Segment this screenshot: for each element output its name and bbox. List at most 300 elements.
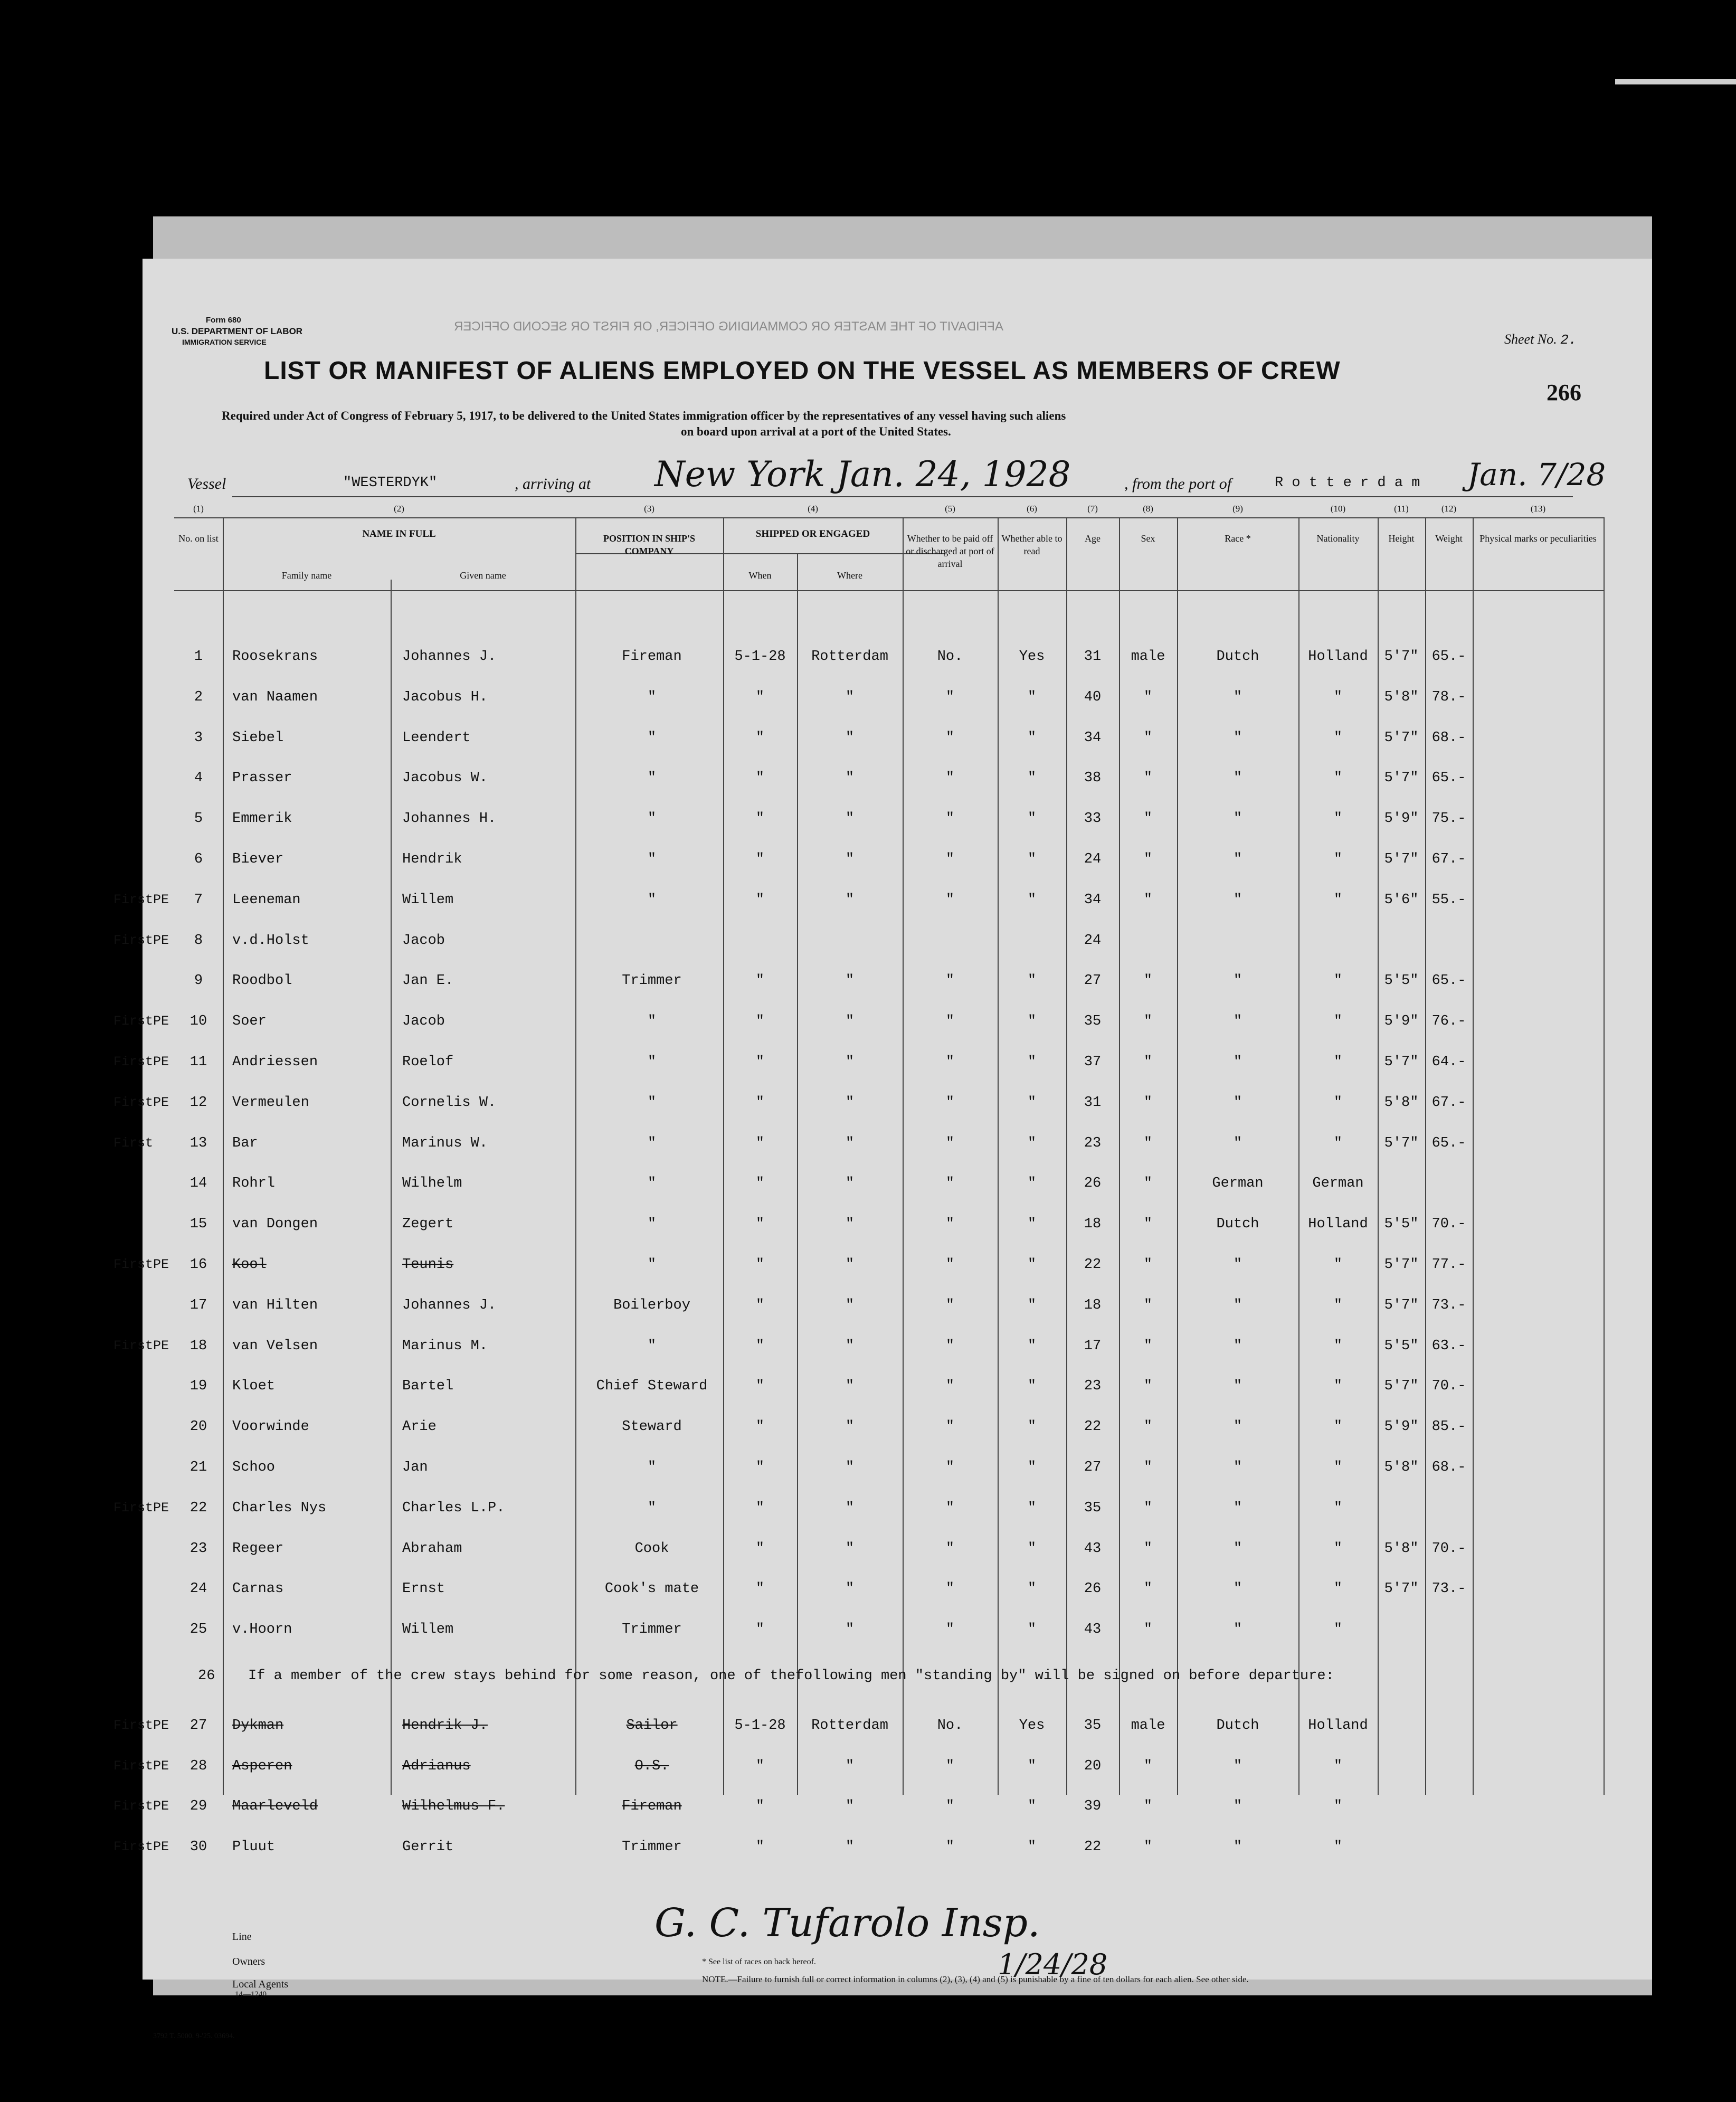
cell-no: 20	[189, 1419, 207, 1435]
cell-race: "	[1233, 1798, 1242, 1814]
cell-position: Trimmer	[622, 973, 682, 989]
line-label: Line	[232, 1931, 252, 1943]
crew-row	[113, 1005, 1605, 1045]
cell-race: "	[1233, 1014, 1242, 1030]
cell-paid: "	[945, 1798, 955, 1814]
cell-nationality: "	[1333, 1758, 1343, 1774]
cell-position: "	[647, 1094, 657, 1111]
cell-read: Yes	[1019, 1718, 1045, 1734]
cell-paid: "	[945, 1540, 955, 1557]
cell-where: Rotterdam	[811, 649, 888, 665]
cell-read: "	[1027, 851, 1037, 867]
cell-height: 5'7"	[1384, 1257, 1419, 1273]
cell-paid: "	[945, 892, 955, 908]
cell-no: 11	[189, 1054, 207, 1070]
cell-given: Leendert	[402, 730, 471, 746]
cell-read: "	[1027, 1622, 1037, 1638]
cell-family: van Dongen	[232, 1216, 318, 1233]
cell-paid: "	[945, 1257, 955, 1273]
cell-position: "	[647, 1257, 657, 1273]
crew-row	[174, 1208, 1605, 1248]
inspector-signature: G. C. Tufarolo Insp.	[654, 1900, 1040, 1946]
cell-paid: "	[945, 1054, 955, 1070]
cell-paid: "	[945, 1419, 955, 1435]
bleed-through-text: AFFIDAVIT OF THE MASTER OR COMMANDING OFFICER, OR FIRST OR SECOND OFFICER	[454, 319, 1003, 334]
cell-sex: male	[1131, 649, 1165, 665]
cell-sex: "	[1143, 892, 1153, 908]
crew-row	[113, 884, 1605, 924]
margin-note: FirstPE	[113, 1257, 169, 1272]
cell-age: 26	[1084, 1581, 1102, 1597]
column-number: (5)	[945, 504, 955, 514]
cell-age: 43	[1084, 1622, 1102, 1638]
cell-race: "	[1233, 1839, 1242, 1855]
cell-weight: 75.-	[1431, 811, 1466, 827]
cell-when: "	[755, 892, 765, 908]
cell-given: Marinus W.	[402, 1135, 488, 1151]
cell-sex: "	[1143, 1297, 1153, 1313]
cell-no: 7	[194, 892, 203, 908]
department-label: U.S. DEPARTMENT OF LABOR	[172, 326, 303, 336]
cell-where: "	[845, 1014, 855, 1030]
cell-nationality: "	[1333, 973, 1343, 989]
cell-read: "	[1027, 1540, 1037, 1557]
cell-paid: "	[945, 1014, 955, 1030]
cell-read: "	[1027, 1338, 1037, 1354]
crew-row	[174, 1289, 1605, 1329]
cell-paid: "	[945, 1176, 955, 1192]
margin-note: FirstPE	[113, 1014, 169, 1029]
cell-paid: "	[945, 1839, 955, 1855]
crew-row	[174, 843, 1605, 883]
cell-nationality: "	[1333, 1622, 1343, 1638]
cell-where: Rotterdam	[811, 1718, 888, 1734]
cell-weight: 65.-	[1431, 770, 1466, 787]
column-number: (2)	[394, 504, 404, 514]
column-subheader: Given name	[460, 570, 506, 581]
cell-given: Jacob	[402, 1014, 445, 1030]
cell-paid: No.	[937, 1718, 963, 1734]
cell-nationality: "	[1333, 811, 1343, 827]
column-header: Age	[1085, 533, 1101, 544]
cell-position: Steward	[622, 1419, 682, 1435]
cell-race: "	[1233, 1257, 1242, 1273]
cell-weight: 76.-	[1431, 1014, 1466, 1030]
cell-when: "	[755, 1338, 765, 1354]
cell-family: Biever	[232, 851, 284, 867]
column-subheader: Family name	[281, 570, 332, 581]
cell-where: "	[845, 1297, 855, 1313]
cell-family: v.d.Holst	[232, 932, 309, 949]
cell-read: "	[1027, 1014, 1037, 1030]
cell-weight: 67.-	[1431, 1094, 1466, 1111]
cell-age: 31	[1084, 649, 1102, 665]
cell-age: 43	[1084, 1540, 1102, 1557]
column-header: No. on list	[178, 533, 219, 544]
cell-sex: "	[1143, 1338, 1153, 1354]
crew-row	[174, 1167, 1605, 1207]
cell-read: "	[1027, 811, 1037, 827]
cell-where: "	[845, 1839, 855, 1855]
agents-code: 14—1240	[235, 1990, 267, 1999]
cell-given: Hendrik	[402, 851, 462, 867]
cell-sex: "	[1143, 851, 1153, 867]
cell-where: "	[845, 1257, 855, 1273]
cell-nationality: "	[1333, 892, 1343, 908]
cell-family: Regeer	[232, 1540, 284, 1557]
cell-weight: 68.-	[1431, 730, 1466, 746]
cell-read: "	[1027, 892, 1037, 908]
cell-where: "	[845, 1378, 855, 1395]
cell-family: Kool	[232, 1257, 267, 1273]
cell-race: German	[1212, 1176, 1264, 1192]
cell-given: Cornelis W.	[402, 1094, 497, 1111]
cell-nationality: "	[1333, 1460, 1343, 1475]
column-number: (10)	[1330, 504, 1346, 514]
cell-height: 5'8"	[1384, 1460, 1419, 1475]
cell-no: 16	[189, 1257, 207, 1273]
cell-given: Willem	[402, 892, 454, 908]
cell-when: "	[755, 811, 765, 827]
cell-given: Teunis	[402, 1257, 454, 1273]
cell-where: "	[845, 1054, 855, 1070]
cell-age: 38	[1084, 770, 1102, 787]
cell-race: "	[1233, 811, 1242, 827]
cell-race: "	[1233, 730, 1242, 746]
cell-height: 5'7"	[1384, 1135, 1419, 1151]
cell-nationality: "	[1333, 1378, 1343, 1395]
column-number: (7)	[1087, 504, 1098, 514]
service-label: IMMIGRATION SERVICE	[182, 338, 267, 346]
cell-height: 5'7"	[1384, 1378, 1419, 1395]
cell-nationality: "	[1333, 1419, 1343, 1435]
crew-row	[174, 1451, 1605, 1491]
cell-paid: "	[945, 1338, 955, 1354]
cell-where: "	[845, 1622, 855, 1638]
cell-family: v.Hoorn	[232, 1622, 292, 1638]
cell-race: Dutch	[1216, 649, 1259, 665]
cell-weight: 73.-	[1431, 1297, 1466, 1313]
cell-position: Fireman	[622, 649, 682, 665]
cell-given: Johannes J.	[402, 1297, 497, 1313]
cell-read: "	[1027, 1460, 1037, 1475]
cell-weight: 68.-	[1431, 1460, 1466, 1475]
cell-age: 34	[1084, 892, 1102, 908]
cell-weight: 77.-	[1431, 1257, 1466, 1273]
cell-where: "	[845, 1094, 855, 1111]
cell-height: 5'5"	[1384, 1338, 1419, 1354]
cell-paid: "	[945, 689, 955, 705]
cell-family: van Velsen	[232, 1338, 318, 1354]
cell-given: Ernst	[402, 1581, 445, 1597]
cell-read: "	[1027, 1216, 1037, 1233]
cell-read: "	[1027, 689, 1037, 705]
cell-weight: 65.-	[1431, 1135, 1466, 1151]
cell-height: 5'5"	[1384, 1216, 1419, 1233]
cell-race: "	[1233, 1500, 1242, 1516]
cell-given: Jan	[402, 1460, 428, 1475]
cell-race: "	[1233, 770, 1242, 787]
column-header: Weight	[1435, 533, 1463, 544]
cell-weight: 73.-	[1431, 1581, 1466, 1597]
cell-sex: "	[1143, 1378, 1153, 1395]
cell-sex: "	[1143, 973, 1153, 989]
cell-sex: "	[1143, 1419, 1153, 1435]
cell-when: "	[755, 1014, 765, 1030]
cell-height: 5'7"	[1384, 649, 1419, 665]
cell-nationality: "	[1333, 1500, 1343, 1516]
cell-family: van Naamen	[232, 689, 318, 705]
column-number: (12)	[1441, 504, 1457, 514]
cell-sex: "	[1143, 1758, 1153, 1774]
cell-no: 14	[189, 1176, 207, 1192]
cell-given: Charles L.P.	[402, 1500, 505, 1516]
cell-position: "	[647, 1500, 657, 1516]
cell-nationality: "	[1333, 1094, 1343, 1111]
cell-age: 18	[1084, 1216, 1102, 1233]
column-header: Sex	[1141, 533, 1155, 544]
cell-where: "	[845, 1540, 855, 1557]
cell-given: Wilhelm	[402, 1176, 462, 1192]
cell-sex: "	[1143, 1014, 1153, 1030]
cell-paid: "	[945, 1094, 955, 1111]
cell-where: "	[845, 973, 855, 989]
cell-nationality: "	[1333, 1839, 1343, 1855]
vessel-label: Vessel	[187, 475, 226, 493]
cell-nationality: "	[1333, 1338, 1343, 1354]
cell-no: 18	[189, 1338, 207, 1354]
crew-row	[113, 1086, 1605, 1126]
column-number: (1)	[193, 504, 204, 514]
column-subheader: When	[748, 570, 772, 581]
cell-position: "	[647, 689, 657, 705]
cell-no: 3	[194, 730, 203, 746]
cell-position: "	[647, 1338, 657, 1354]
cell-sex: "	[1143, 689, 1153, 705]
cell-nationality: Holland	[1308, 1718, 1368, 1734]
cell-family: Charles Nys	[232, 1500, 327, 1516]
cell-age: 24	[1084, 932, 1102, 949]
cell-where: "	[845, 1338, 855, 1354]
cell-paid: "	[945, 811, 955, 827]
cell-age: 23	[1084, 1135, 1102, 1151]
cell-nationality: "	[1333, 1798, 1343, 1814]
cell-height: 5'9"	[1384, 1014, 1419, 1030]
cell-when: "	[755, 973, 765, 989]
cell-race: "	[1233, 1758, 1242, 1774]
cell-when: "	[755, 851, 765, 867]
subtitle-line1: Required under Act of Congress of February 5, 1917, to be delivered to the United States immigration officer by the representatives of any vessel having such aliens	[222, 409, 1066, 422]
cell-weight: 85.-	[1431, 1419, 1466, 1435]
cell-paid: "	[945, 1622, 955, 1638]
cell-nationality: "	[1333, 770, 1343, 787]
cell-read: "	[1027, 973, 1037, 989]
cell-when: "	[755, 689, 765, 705]
cell-position: Fireman	[622, 1798, 682, 1814]
cell-paid: "	[945, 730, 955, 746]
cell-where: "	[845, 1581, 855, 1597]
cell-nationality: Holland	[1308, 649, 1368, 665]
column-header: Height	[1388, 533, 1415, 544]
cell-age: 40	[1084, 689, 1102, 705]
cell-nationality: "	[1333, 689, 1343, 705]
cell-when: "	[755, 1094, 765, 1111]
cell-family: Roosekrans	[232, 649, 318, 665]
cell-nationality: German	[1312, 1176, 1364, 1192]
cell-height: 5'9"	[1384, 811, 1419, 827]
cell-family: Leeneman	[232, 892, 301, 908]
cell-read: "	[1027, 1758, 1037, 1774]
cell-when: "	[755, 1798, 765, 1814]
cell-no: 2	[194, 689, 203, 705]
cell-age: 27	[1084, 1460, 1102, 1475]
crew-row	[174, 640, 1605, 680]
cell-race: "	[1233, 1054, 1242, 1070]
cell-family: Pluut	[232, 1839, 276, 1855]
punch-hole	[110, 808, 134, 832]
cell-given: Jacobus W.	[402, 770, 488, 787]
crew-row	[174, 722, 1605, 762]
cell-race: "	[1233, 1622, 1242, 1638]
cell-no: 19	[189, 1378, 207, 1395]
cell-weight: 63.-	[1431, 1338, 1466, 1354]
cell-paid: "	[945, 1758, 955, 1774]
cell-family: Roodbol	[232, 973, 292, 989]
cell-family: van Hilten	[232, 1297, 318, 1313]
cell-no: 17	[189, 1297, 207, 1313]
cell-position: "	[647, 851, 657, 867]
cell-sex: "	[1143, 1839, 1153, 1855]
cell-position: "	[647, 1014, 657, 1030]
departure-date: Jan. 7/28	[1467, 457, 1606, 493]
cell-no: 30	[189, 1839, 207, 1855]
races-note: * See list of races on back hereof.	[702, 1957, 816, 1966]
cell-when: "	[755, 1622, 765, 1638]
cell-height: 5'9"	[1384, 1419, 1419, 1435]
cell-age: 17	[1084, 1338, 1102, 1354]
crew-row	[113, 1330, 1605, 1370]
cell-where: "	[845, 770, 855, 787]
cell-race: "	[1233, 1540, 1242, 1557]
cell-height: 5'7"	[1384, 730, 1419, 746]
cell-nationality: "	[1333, 1054, 1343, 1070]
cell-position: Chief Steward	[596, 1378, 708, 1395]
cell-when: "	[755, 1135, 765, 1151]
cell-position: "	[647, 1216, 657, 1233]
cell-paid: "	[945, 1297, 955, 1313]
cell-paid: "	[945, 851, 955, 867]
cell-when: "	[755, 1839, 765, 1855]
crew-row	[113, 1127, 1605, 1167]
cell-height: 5'8"	[1384, 1094, 1419, 1111]
cell-when: "	[755, 1378, 765, 1395]
cell-nationality: "	[1333, 851, 1343, 867]
cell-read: "	[1027, 730, 1037, 746]
cell-age: 34	[1084, 730, 1102, 746]
cell-no: 23	[189, 1540, 207, 1557]
cell-given: Jan E.	[402, 973, 454, 989]
margin-note: FirstPE	[113, 1338, 169, 1353]
cell-height: 5'5"	[1384, 973, 1419, 989]
cell-weight: 65.-	[1431, 649, 1466, 665]
margin-note: FirstPE	[113, 1054, 169, 1069]
cell-race: "	[1233, 689, 1242, 705]
margin-note: FirstPE	[113, 932, 169, 948]
cell-paid: "	[945, 1135, 955, 1151]
cell-position: "	[647, 730, 657, 746]
margin-note: FirstPE	[113, 1718, 169, 1733]
page-number: 266	[1547, 380, 1581, 405]
cell-age: 35	[1084, 1500, 1102, 1516]
cell-where: "	[845, 689, 855, 705]
margin-note: FirstPE	[113, 1758, 169, 1774]
cell-race: "	[1233, 973, 1242, 989]
cell-paid: "	[945, 1378, 955, 1395]
cell-no: 25	[189, 1622, 207, 1638]
crew-row	[174, 1370, 1605, 1410]
cell-given: Zegert	[402, 1216, 454, 1233]
cell-weight: 70.-	[1431, 1378, 1466, 1395]
column-header: Whether to be paid off or discharged at port of arrival	[906, 533, 994, 569]
cell-no: 12	[189, 1094, 207, 1111]
cell-read: "	[1027, 1581, 1037, 1597]
subtitle-line2: on board upon arrival at a port of the United States.	[681, 425, 951, 438]
cell-no: 24	[189, 1581, 207, 1597]
crew-row	[174, 681, 1605, 721]
column-header: Nationality	[1316, 533, 1360, 544]
cell-when: "	[755, 770, 765, 787]
cell-race: "	[1233, 1460, 1242, 1475]
cell-family: Prasser	[232, 770, 292, 787]
cell-no: 21	[189, 1460, 207, 1475]
penalty-note: NOTE.—Failure to furnish full or correct information in columns (2), (3), (4) and (5) is punishable by a fine of ten dollars for each alien. See other side.	[702, 1974, 1249, 1984]
cell-read: "	[1027, 1798, 1037, 1814]
cell-sex: "	[1143, 1460, 1153, 1475]
cell-family: Bar	[232, 1135, 258, 1151]
cell-position: Trimmer	[622, 1839, 682, 1855]
cell-paid: "	[945, 1581, 955, 1597]
cell-position: "	[647, 1176, 657, 1192]
cell-sex: "	[1143, 1216, 1153, 1233]
cell-position: Trimmer	[622, 1622, 682, 1638]
cell-no: 22	[189, 1500, 207, 1516]
crew-row	[113, 1248, 1605, 1289]
cell-age: 37	[1084, 1054, 1102, 1070]
cell-when: "	[755, 1460, 765, 1475]
cell-height: 5'7"	[1384, 1581, 1419, 1597]
cell-read: "	[1027, 1135, 1037, 1151]
crew-row	[113, 1750, 1605, 1790]
cell-read: "	[1027, 1500, 1037, 1516]
cell-nationality: Holland	[1308, 1216, 1368, 1233]
cell-family: Andriessen	[232, 1054, 318, 1070]
cell-when: "	[755, 1176, 765, 1192]
cell-position: "	[647, 1054, 657, 1070]
column-number: (9)	[1232, 504, 1243, 514]
column-header: POSITION IN SHIP'S COMPANY	[603, 533, 696, 556]
cell-when: "	[755, 1540, 765, 1557]
cell-paid: "	[945, 1216, 955, 1233]
cell-sex: "	[1143, 1798, 1153, 1814]
cell-given: Gerrit	[402, 1839, 454, 1855]
cell-sex: "	[1143, 730, 1153, 746]
cell-age: 27	[1084, 973, 1102, 989]
column-number: (13)	[1530, 504, 1546, 514]
cell-no: 1	[194, 649, 203, 665]
cell-race: "	[1233, 892, 1242, 908]
cell-family: Dykman	[232, 1718, 284, 1734]
cell-no: 15	[189, 1216, 207, 1233]
